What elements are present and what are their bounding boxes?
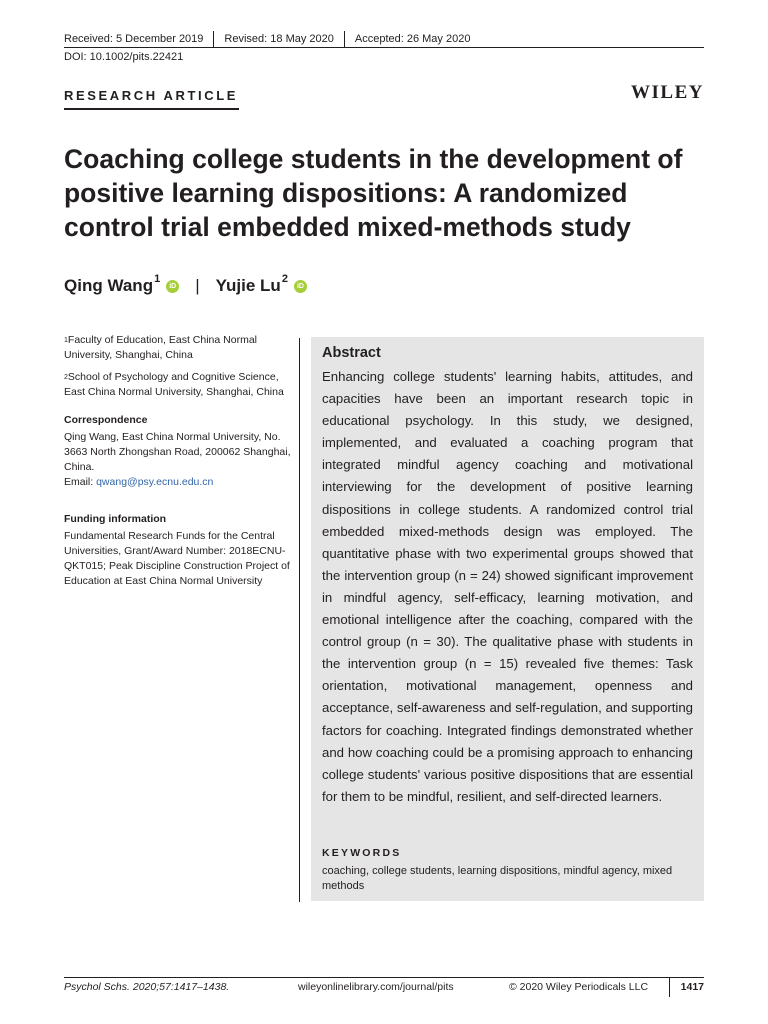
submission-dates <box>64 31 470 47</box>
received-date: Received: 5 December 2019 <box>64 33 204 45</box>
article-type: RESEARCH ARTICLE <box>64 88 239 103</box>
footer-rule <box>64 977 704 978</box>
abstract-text: Enhancing college students' learning habits, attitudes, and capacities have been an important research topic in educational psychology. In this study, we designed, implemented, and evaluated a coaching program that integrated mindful agency coaching and motivational interviewing for the development of positive learning dispositions in college students. A randomized control trial embedded mixed-methods design was employed. The quantitative phase with two experimental groups showed that the intervention group (n = 24) showed significant improvement in mindful agency, self-efficacy, learning motivation, and emotional intelligence after the coaching, compared with the control group (n = 30). The qualitative phase with students in the intervention group (n = 15) revealed five themes: Task orientation, motivational management, openness and acceptance, self-awareness and self-regulation, and supporting factors for coaching. Integrated findings demonstrated whether and how coaching could be a promising approach to enhancing college students' various positive dispositions that are essential for them to be mindful, resilient, and self-directed learners. <box>322 369 693 804</box>
author-name: Qing Wang <box>64 276 154 295</box>
accepted-date: Accepted: 26 May 2020 <box>354 33 471 45</box>
orcid-icon[interactable]: iD <box>294 280 307 293</box>
author-list <box>64 273 307 296</box>
journal-url[interactable]: wileyonlinelibrary.com/journal/pits <box>298 981 454 993</box>
orcid-icon[interactable]: iD <box>166 280 179 293</box>
abstract-heading: Abstract <box>322 345 381 361</box>
author[interactable] <box>215 273 288 296</box>
funding-text: Fundamental Research Funds for the Central Universities, Grant/Award Number: 2018ECNU-QKT015; Peak Discipline Construction Project of Education at East China Normal University <box>64 530 290 587</box>
keywords-heading: KEYWORDS <box>322 847 402 859</box>
correspondence-heading: Correspondence <box>64 414 148 426</box>
email-link[interactable]: qwang@psy.ecnu.edu.cn <box>96 476 214 488</box>
affiliation: $^1$Faculty of Education, East China Normal University, Shanghai, China <box>64 334 257 361</box>
correspondence-email: Email: qwang@psy.ecnu.edu.cn <box>64 476 214 488</box>
page-number: 1417 <box>680 981 704 993</box>
publisher-logo: WILEY <box>631 82 704 103</box>
author-affiliation-mark: 2 <box>281 273 288 285</box>
article-type-underline <box>64 108 239 110</box>
affiliation: $^2$School of Psychology and Cognitive Science, East China Normal University, Shanghai, China <box>64 371 284 398</box>
author-info-column <box>64 333 292 589</box>
author[interactable] <box>64 273 161 296</box>
header-rule <box>64 47 704 48</box>
footer-separator <box>669 977 670 997</box>
correspondence-address: Qing Wang, East China Normal University, No. 3663 North Zhongshan Road, 200062 Shanghai, China. <box>64 431 291 473</box>
journal-citation: Psychol Schs. 2020;57:1417–1438. <box>64 981 230 993</box>
author-affiliation-mark: 1 <box>154 273 161 285</box>
author-separator: | <box>195 276 200 295</box>
column-divider <box>299 338 300 902</box>
author-name: Yujie Lu <box>215 276 281 295</box>
copyright: © 2020 Wiley Periodicals LLC <box>509 981 649 993</box>
funding-heading: Funding information <box>64 513 167 525</box>
date-separator <box>344 31 345 47</box>
doi: DOI: 10.1002/pits.22421 <box>64 51 184 63</box>
revised-date: Revised: 18 May 2020 <box>224 33 334 45</box>
keywords-list: coaching, college students, learning dispositions, mindful agency, mixed methods <box>322 865 673 892</box>
paper-title: Coaching college students in the development of positive learning dispositions: A randomized control trial embedded mixed-methods study <box>64 144 683 242</box>
date-separator <box>213 31 214 47</box>
